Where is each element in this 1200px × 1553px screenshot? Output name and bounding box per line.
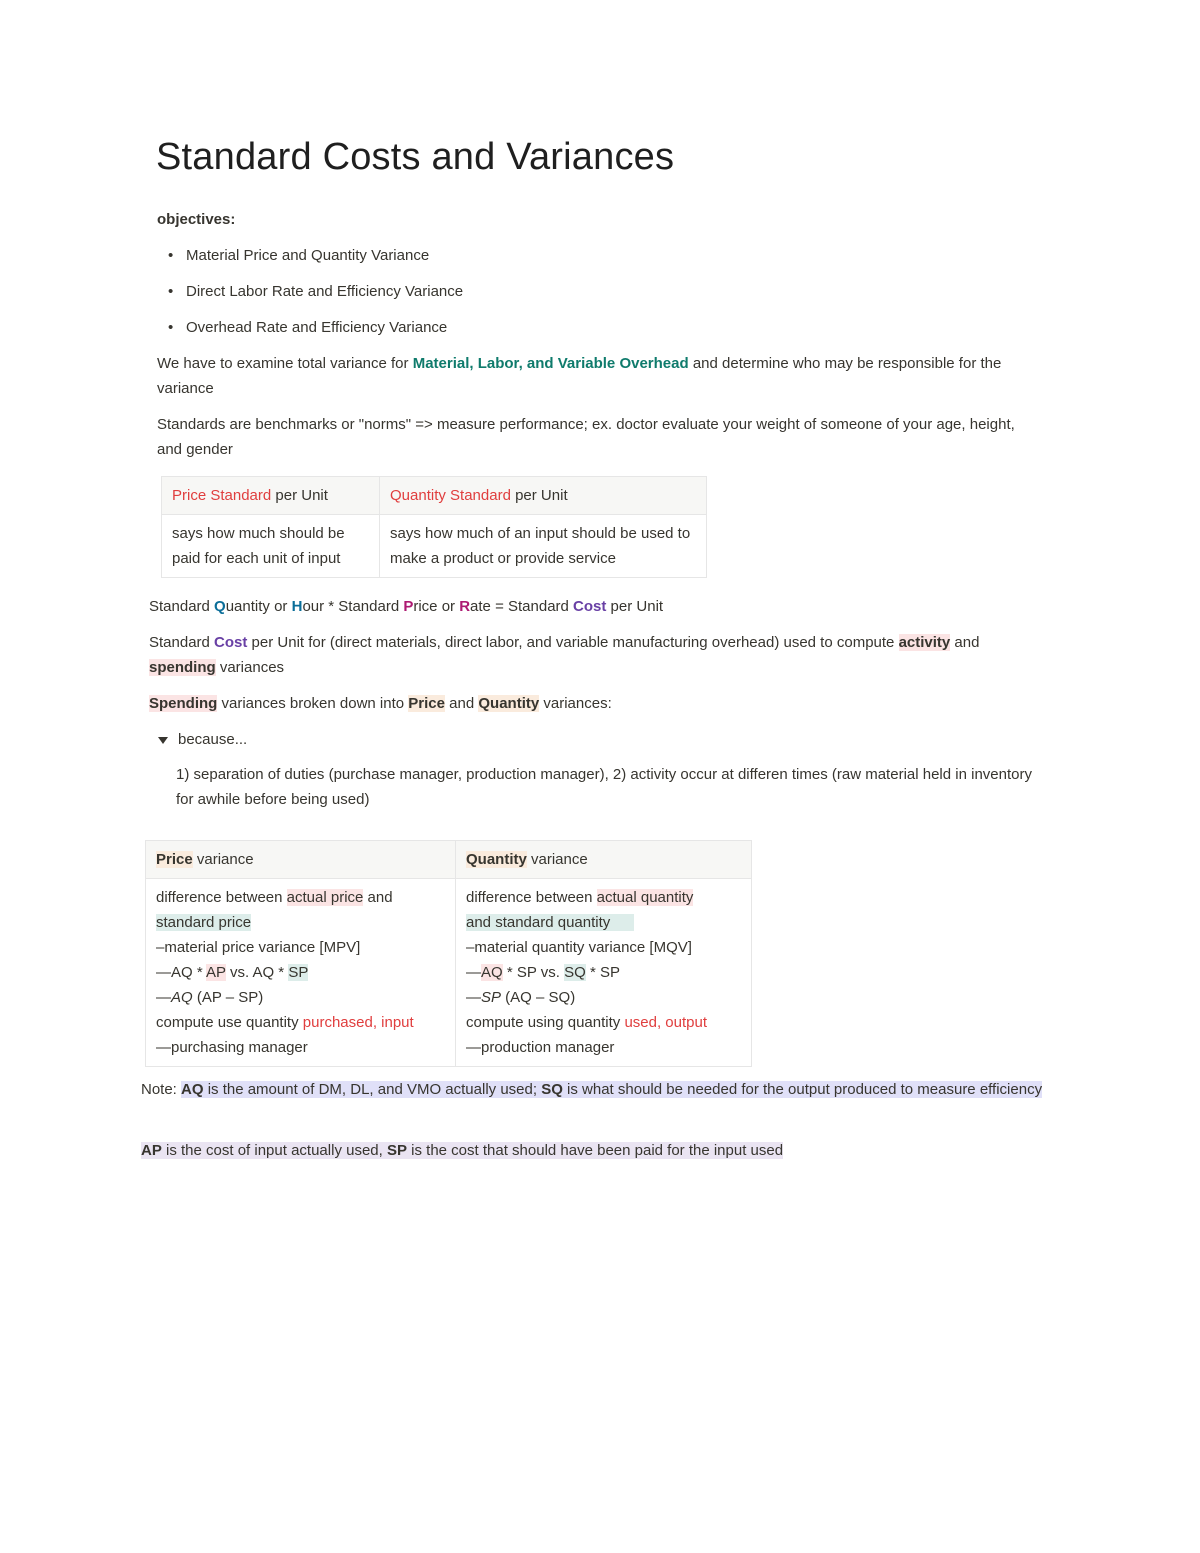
- paragraph-total-variance: We have to examine total variance for Material, Labor, and Variable Overhead and determine who may be responsible for the variance: [157, 355, 1002, 397]
- formula-line: Standard Quantity or Hour * Standard Price or Rate = Standard Cost per Unit: [149, 598, 664, 615]
- ap-sp-paragraph: AP is the cost of input actually used, SP is the cost that should have been paid for the input used: [141, 1142, 784, 1159]
- paragraph-standard-cost: Standard Cost per Unit for (direct materials, direct labor, and variable manufacturing overhead) used to compute activity and spending variances: [149, 634, 980, 676]
- note-paragraph: Note: AQ is the amount of DM, DL, and VMO actually used; SQ is what should be needed for the output produced to measure efficiency: [141, 1081, 1043, 1098]
- table-cell: says how much should be paid for each unit of input: [162, 515, 380, 578]
- variance-table: [145, 840, 752, 1067]
- list-item: • Material Price and Quantity Variance: [158, 243, 1058, 279]
- table-cell: says how much of an input should be used to make a product or provide service: [380, 515, 707, 578]
- table-cell: difference between actual price and standard price –material price variance [MPV] —AQ * AP vs. AQ * SP —AQ (AP – SP) compute use quantity purchased, input —purchasing manager: [146, 879, 456, 1067]
- paragraph-standards: Standards are benchmarks or "norms" => measure performance; ex. doctor evaluate your weight of someone of your age, height, and gender: [157, 416, 1015, 458]
- objectives-label: objectives:: [157, 211, 236, 228]
- triangle-down-icon[interactable]: [158, 737, 168, 744]
- standards-table: [161, 476, 707, 578]
- table-cell: difference between actual quantity and standard quantity –material quantity variance [MQV] —AQ * SP vs. SQ * SP —SP (AQ – SQ) compute using quantity used, output —production manager: [456, 879, 752, 1067]
- table-header-cell: Quantity variance: [456, 841, 752, 879]
- list-item: • Direct Labor Rate and Efficiency Variance: [158, 279, 1058, 315]
- paragraph-spending: Spending variances broken down into Price and Quantity variances:: [149, 695, 612, 712]
- toggle-label: because...: [178, 731, 248, 748]
- toggle-content: 1) separation of duties (purchase manager, production manager), 2) activity occur at differen times (raw material held in inventory for awhile before being used): [176, 766, 1032, 808]
- highlight-text: Material, Labor, and Variable Overhead: [412, 355, 689, 372]
- toggle-because[interactable]: [158, 727, 247, 752]
- page-title: Standard Costs and Variances: [156, 136, 675, 178]
- list-item: • Overhead Rate and Efficiency Variance: [158, 315, 1058, 351]
- table-header-cell: Price Standard per Unit: [162, 477, 380, 515]
- table-header-cell: Quantity Standard per Unit: [380, 477, 707, 515]
- table-header-cell: Price variance: [146, 841, 456, 879]
- objectives-list: [158, 243, 1058, 351]
